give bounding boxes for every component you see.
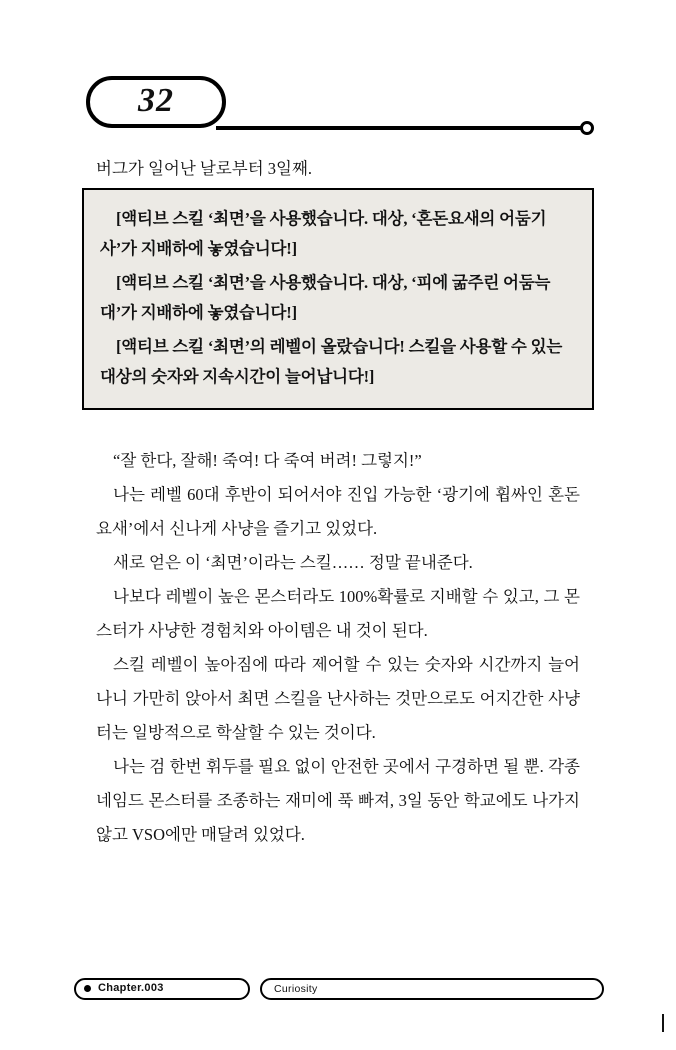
chapter-header — [86, 76, 606, 142]
chapter-rule — [216, 126, 588, 130]
paragraph-1: “잘 한다, 잘해! 죽여! 다 죽여 버려! 그렇지!” — [113, 451, 422, 470]
chapter-rule-dot-icon — [580, 121, 594, 135]
chapter-number: 32 — [138, 82, 174, 119]
paragraph-intro: 버그가 일어난 날로부터 3일째. — [96, 159, 313, 178]
system-message-3: [액티브 스킬 ‘최면’의 레벨이 올랐습니다! 스킬을 사용할 수 있는 대상의 숫자와 지속시간이 늘어납니다!] — [100, 337, 563, 386]
page-body — [96, 152, 580, 186]
footer-bullet-icon — [84, 985, 91, 992]
paragraph-2: 나는 레벨 60대 후반이 되어서야 진입 가능한 ‘광기에 휩싸인 혼돈요새’에서 신나게 사냥을 즐기고 있었다. — [96, 485, 580, 538]
page-edge-mark — [662, 1014, 664, 1032]
paragraph-6: 나는 검 한번 휘두를 필요 없이 안전한 곳에서 구경하면 될 뿐. 각종 네임드 몬스터를 조종하는 재미에 푹 빠져, 3일 동안 학교에도 나가지 않고 VSO에만 매달려 있었다. — [96, 757, 580, 844]
page-footer — [74, 978, 604, 1002]
paragraph-5: 스킬 레벨이 높아짐에 따라 제어할 수 있는 숫자와 시간까지 늘어나니 가만히 앉아서 최면 스킬을 난사하는 것만으로도 어지간한 사냥터는 일방적으로 학살할 수 있는 것이다. — [96, 655, 580, 742]
paragraph-3: 새로 얻은 이 ‘최면’이라는 스킬…… 정말 끝내준다. — [113, 553, 473, 572]
footer-section-label: Curiosity — [274, 983, 318, 995]
page-body-continued — [96, 444, 580, 852]
paragraph-4: 나보다 레벨이 높은 몬스터라도 100%확률로 지배할 수 있고, 그 몬스터가 사냥한 경험치와 아이템은 내 것이 된다. — [96, 587, 580, 640]
system-message-box — [82, 188, 594, 410]
system-message-1: [액티브 스킬 ‘최면’을 사용했습니다. 대상, ‘혼돈요새의 어둠기사’가 지배하에 놓였습니다!] — [100, 209, 547, 258]
system-message-2: [액티브 스킬 ‘최면’을 사용했습니다. 대상, ‘피에 굶주린 어둠늑대’가 지배하에 놓였습니다!] — [100, 273, 551, 322]
footer-chapter-label: Chapter.003 — [98, 982, 164, 994]
